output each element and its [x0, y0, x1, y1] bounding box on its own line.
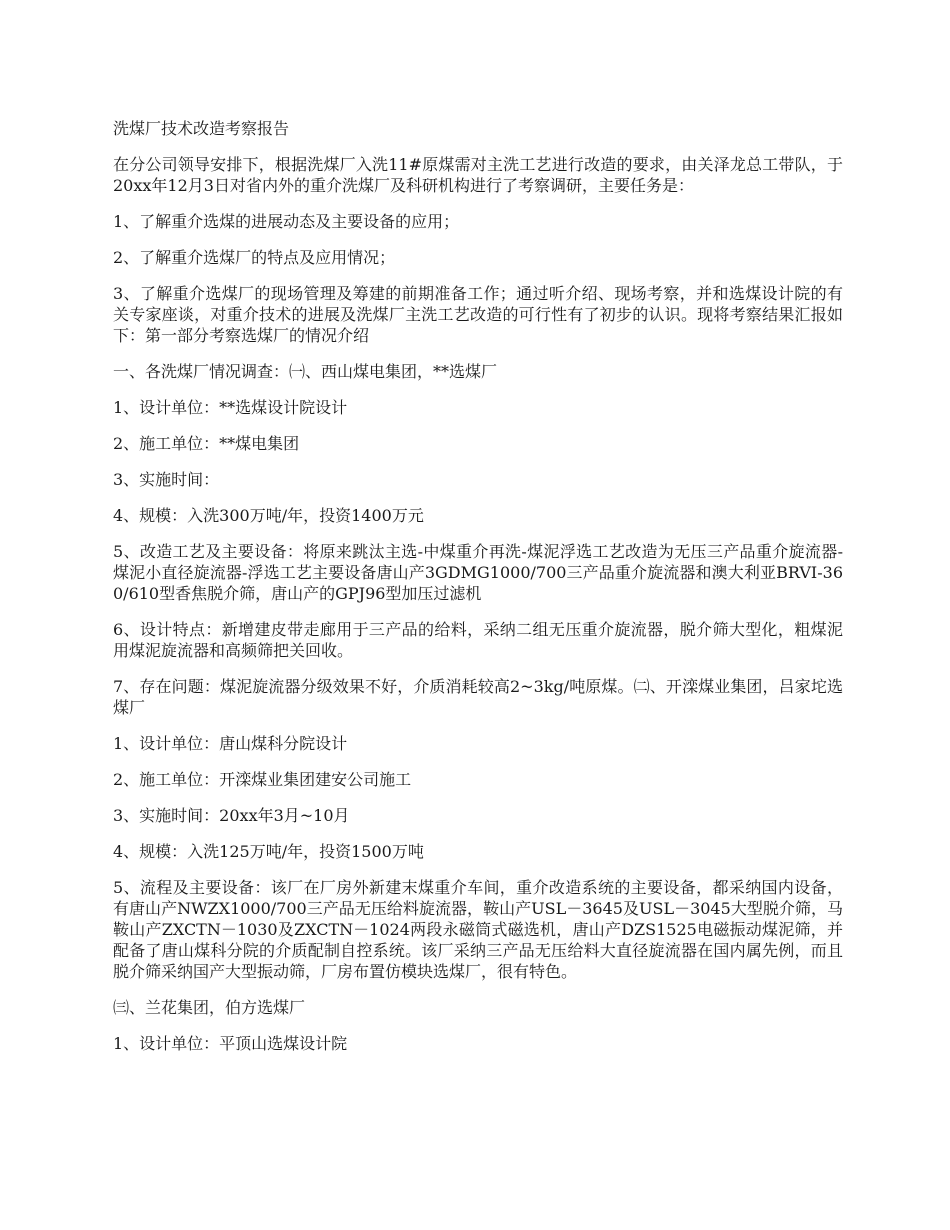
paragraph-xishan-design: 1、设计单位：**选煤设计院设计	[113, 398, 348, 417]
paragraph-section-1: 一、各洗煤厂情况调查：㈠、西山煤电集团，**选煤厂	[113, 362, 498, 381]
paragraph-lvjiatuo-design: 1、设计单位：唐山煤科分院设计	[113, 734, 348, 753]
paragraph-lvjiatuo-process: 5、流程及主要设备：该厂在厂房外新建末煤重介车间，重介改造系统的主要设备，都采纳国内设备，有唐山产NWZX1000/700三产品无压给料旋流器，鞍山产USL－3645及USL－3045大型脱介筛，马鞍山产ZXCTN－1030及ZXCTN－1024两段永磁筒式磁选机，唐山产DZS1525电磁振动煤泥筛，并配备了唐山煤科分院的介质配制自控系统。该厂采纳三产品无压给料大直径旋流器在国内属先例，而且脱介筛采纳国产大型振动筛，厂房布置仿模块选煤厂，很有特色。	[113, 878, 843, 981]
document-page	[113, 118, 843, 1069]
paragraph-xishan-process: 5、改造工艺及主要设备：将原来跳汰主选-中煤重介再洗-煤泥浮选工艺改造为无压三产品重介旋流器-煤泥小直径旋流器-浮选工艺主要设备唐山产3GDMG1000/700三产品重介旋流器和澳大利亚BRVI-360/610型香焦脱介筛，唐山产的GPJ96型加压过滤机	[113, 542, 843, 603]
paragraph-section-lanhua: ㈢、兰花集团，伯方选煤厂	[113, 998, 306, 1017]
paragraph-task-2: 2、了解重介选煤厂的特点及应用情况；	[113, 248, 396, 267]
document-title: 洗煤厂技术改造考察报告	[113, 119, 290, 138]
paragraph-xishan-problems: 7、存在问题：煤泥旋流器分级效果不好，介质消耗较高2~3kg/吨原煤。㈡、开滦煤业集团，吕家坨选煤厂	[113, 677, 843, 717]
paragraph-xishan-time: 3、实施时间：	[113, 470, 220, 489]
paragraph-lvjiatuo-construction: 2、施工单位：开滦煤业集团建安公司施工	[113, 770, 412, 789]
paragraph-task-1: 1、了解重介选煤的进展动态及主要设备的应用；	[113, 212, 460, 231]
paragraph-xishan-features: 6、设计特点：新增建皮带走廊用于三产品的给料，采纳二组无压重介旋流器，脱介筛大型化，粗煤泥用煤泥旋流器和高频筛把关回收。	[113, 620, 843, 660]
paragraph-xishan-scale: 4、规模：入洗300万吨/年，投资1400万元	[113, 506, 424, 525]
paragraph-xishan-construction: 2、施工单位：**煤电集团	[113, 434, 300, 453]
paragraph-task-3: 3、了解重介选煤厂的现场管理及筹建的前期准备工作；通过听介绍、现场考察，并和选煤设计院的有关专家座谈，对重介技术的进展及洗煤厂主洗工艺改造的可行性有了初步的认识。现将考察结果汇报如下：第一部分考察选煤厂的情况介绍	[113, 284, 843, 345]
paragraph-bofang-design: 1、设计单位：平顶山选煤设计院	[113, 1034, 348, 1053]
paragraph-lvjiatuo-scale: 4、规模：入洗125万吨/年，投资1500万吨	[113, 842, 424, 861]
paragraph-lvjiatuo-time: 3、实施时间：20xx年3月~10月	[113, 806, 350, 825]
paragraph-intro: 在分公司领导安排下，根据洗煤厂入洗11#原煤需对主洗工艺进行改造的要求，由关泽龙总工带队，于20xx年12月3日对省内外的重介洗煤厂及科研机构进行了考察调研，主要任务是：	[113, 155, 843, 195]
